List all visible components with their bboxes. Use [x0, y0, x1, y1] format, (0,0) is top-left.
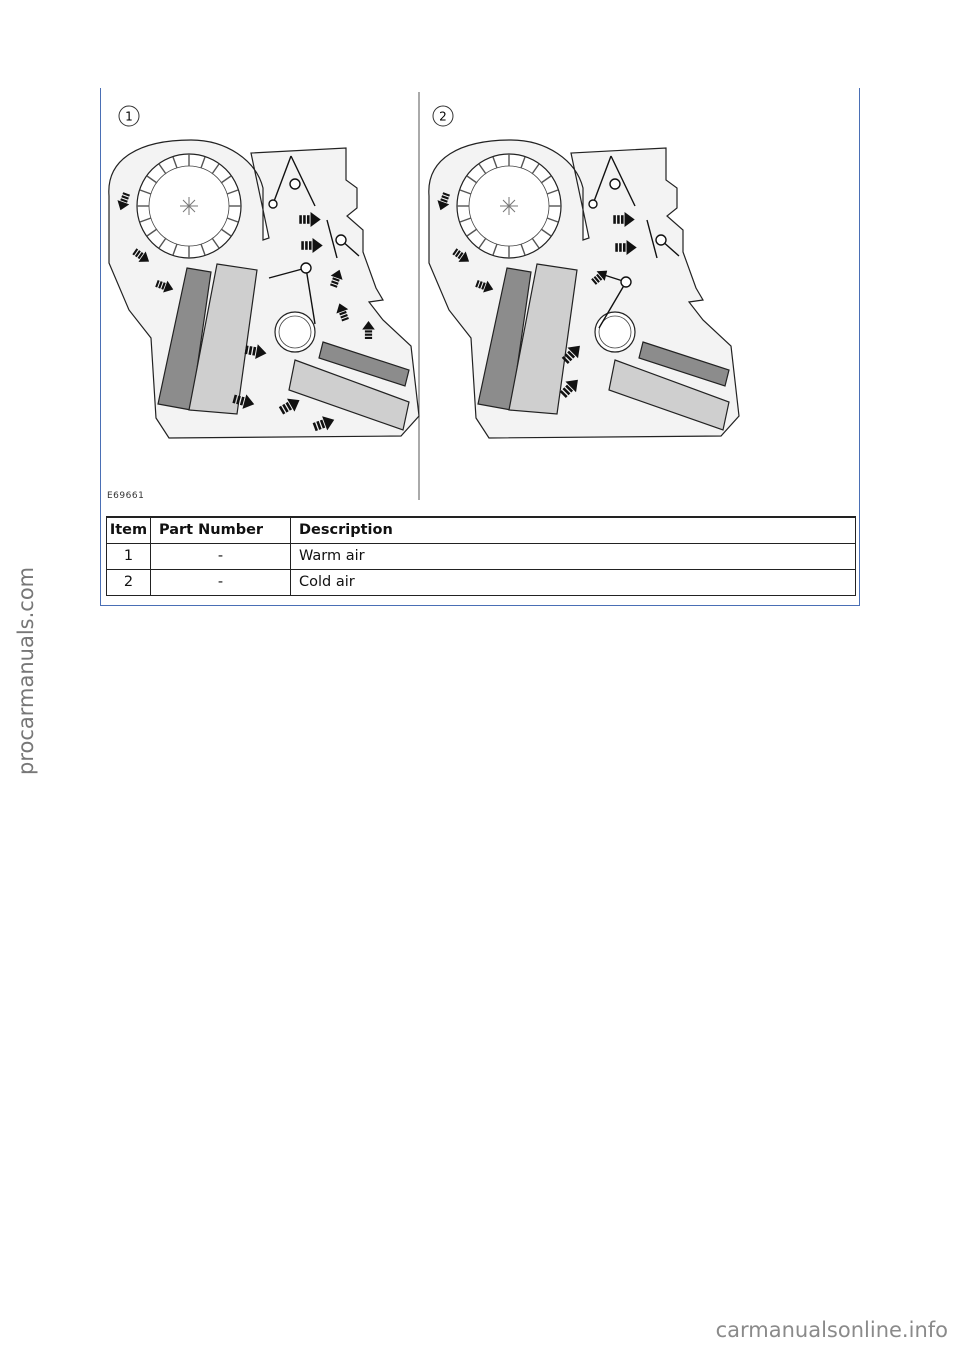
- figure-code: E69661: [107, 491, 145, 501]
- row-item: 2: [107, 569, 151, 595]
- header-item: Item: [107, 517, 151, 543]
- panel-1: [109, 106, 419, 438]
- header-part-number: Part Number: [151, 517, 291, 543]
- parts-table: [106, 516, 856, 596]
- panel-2-label: 2: [439, 109, 447, 124]
- side-watermark: procarmanuals.com: [14, 566, 38, 775]
- header-description: Description: [291, 517, 856, 543]
- row-item: 1: [107, 543, 151, 569]
- bottom-watermark: carmanualsonline.info: [715, 1318, 948, 1342]
- row-part-number: -: [151, 543, 291, 569]
- row-part-number: -: [151, 569, 291, 595]
- figure-frame: [100, 88, 860, 606]
- panel-1-label: 1: [125, 109, 133, 124]
- airflow-diagram: [101, 88, 859, 508]
- table-header-row: [107, 517, 856, 543]
- table-row: [107, 543, 856, 569]
- table-row: [107, 569, 856, 595]
- row-description: Warm air: [291, 543, 856, 569]
- row-description: Cold air: [291, 569, 856, 595]
- panel-2: [429, 106, 739, 438]
